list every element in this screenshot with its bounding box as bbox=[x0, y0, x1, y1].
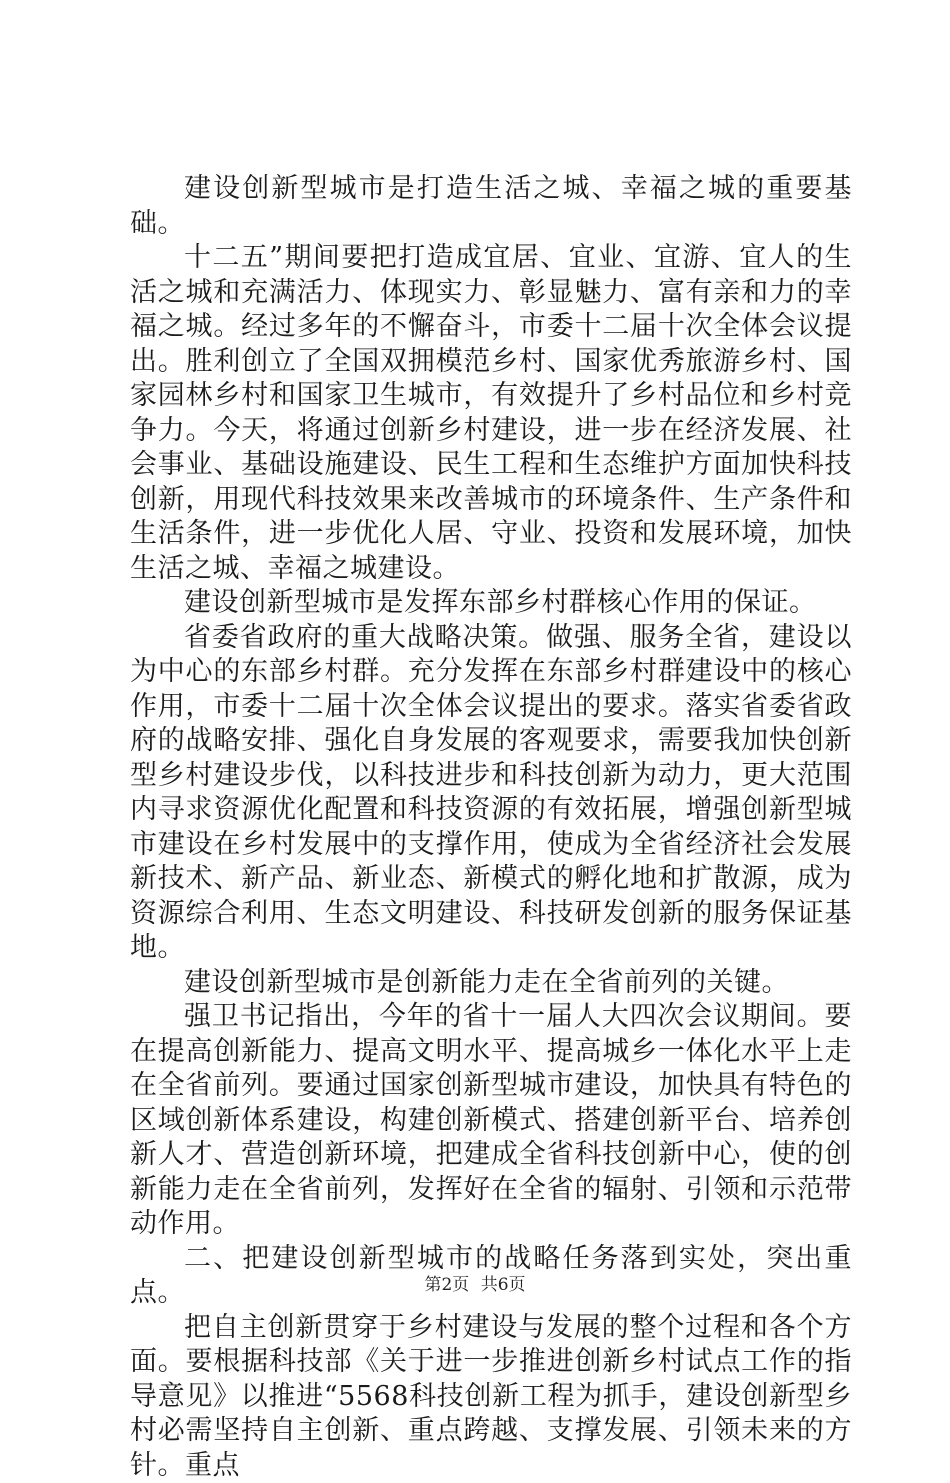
paragraph-2: 十二五”期间要把打造成宜居、宜业、宜游、宜人的生活之城和充满活力、体现实力、彰显魅力、富有亲和力的幸福之城。经过多年的不懈奋斗，市委十二届十次全体会议提出。胜利创立了全国双拥模范乡村、国家优秀旅游乡村、国家园林乡村和国家卫生城市，有效提升了乡村品位和乡村竞争力。今天，将通过创新乡村建设，进一步在经济发展、社会事业、基础设施建设、民生工程和生态维护方面加快科技创新，用现代科技效果来改善城市的环境条件、生产条件和生活条件，进一步优化人居、守业、投资和发展环境，加快生活之城、幸福之城建设。 bbox=[130, 241, 852, 586]
paragraph-4: 省委省政府的重大战略决策。做强、服务全省，建设以为中心的东部乡村群。充分发挥在东部乡村群建设中的核心作用，市委十二届十次全体会议提出的要求。落实省委省政府的战略安排、强化自身发展的客观要求，需要我加快创新型乡村建设步伐，以科技进步和科技创新为动力，更大范围内寻求资源优化配置和科技资源的有效拓展，增强创新型城市建设在乡村发展中的支撑作用，使成为全省经济社会发展新技术、新产品、新业态、新模式的孵化地和扩散源，成为资源综合利用、生态文明建设、科技研发创新的服务保证基地。 bbox=[130, 621, 852, 966]
paragraph-7: 二、把建设创新型城市的战略任务落到实处，突出重点。 bbox=[130, 1242, 852, 1311]
total-pages: 共6页 bbox=[481, 1275, 526, 1295]
paragraph-6: 强卫书记指出，今年的省十一届人大四次会议期间。要在提高创新能力、提高文明水平、提高城乡一体化水平上走在全省前列。要通过国家创新型城市建设，加快具有特色的区域创新体系建设，构建创新模式、搭建创新平台、培养创新人才、营造创新环境，把建成全省科技创新中心，使的创新能力走在全省前列，发挥好在全省的辐射、引领和示范带动作用。 bbox=[130, 1000, 852, 1242]
page-number: 第2页 bbox=[424, 1275, 469, 1295]
paragraph-8: 把自主创新贯穿于乡村建设与发展的整个过程和各个方面。要根据科技部《关于进一步推进创新乡村试点工作的指导意见》以推进“5568科技创新工程为抓手，建设创新型乡村必需坚持自主创新、重点跨越、支撑发展、引领未来的方针。重点 bbox=[130, 1311, 852, 1483]
page-footer bbox=[0, 1270, 950, 1295]
paragraph-5: 建设创新型城市是创新能力走在全省前列的关键。 bbox=[130, 966, 852, 1001]
paragraph-1: 建设创新型城市是打造生活之城、幸福之城的重要基础。 bbox=[130, 172, 852, 241]
paragraph-3: 建设创新型城市是发挥东部乡村群核心作用的保证。 bbox=[130, 586, 852, 621]
